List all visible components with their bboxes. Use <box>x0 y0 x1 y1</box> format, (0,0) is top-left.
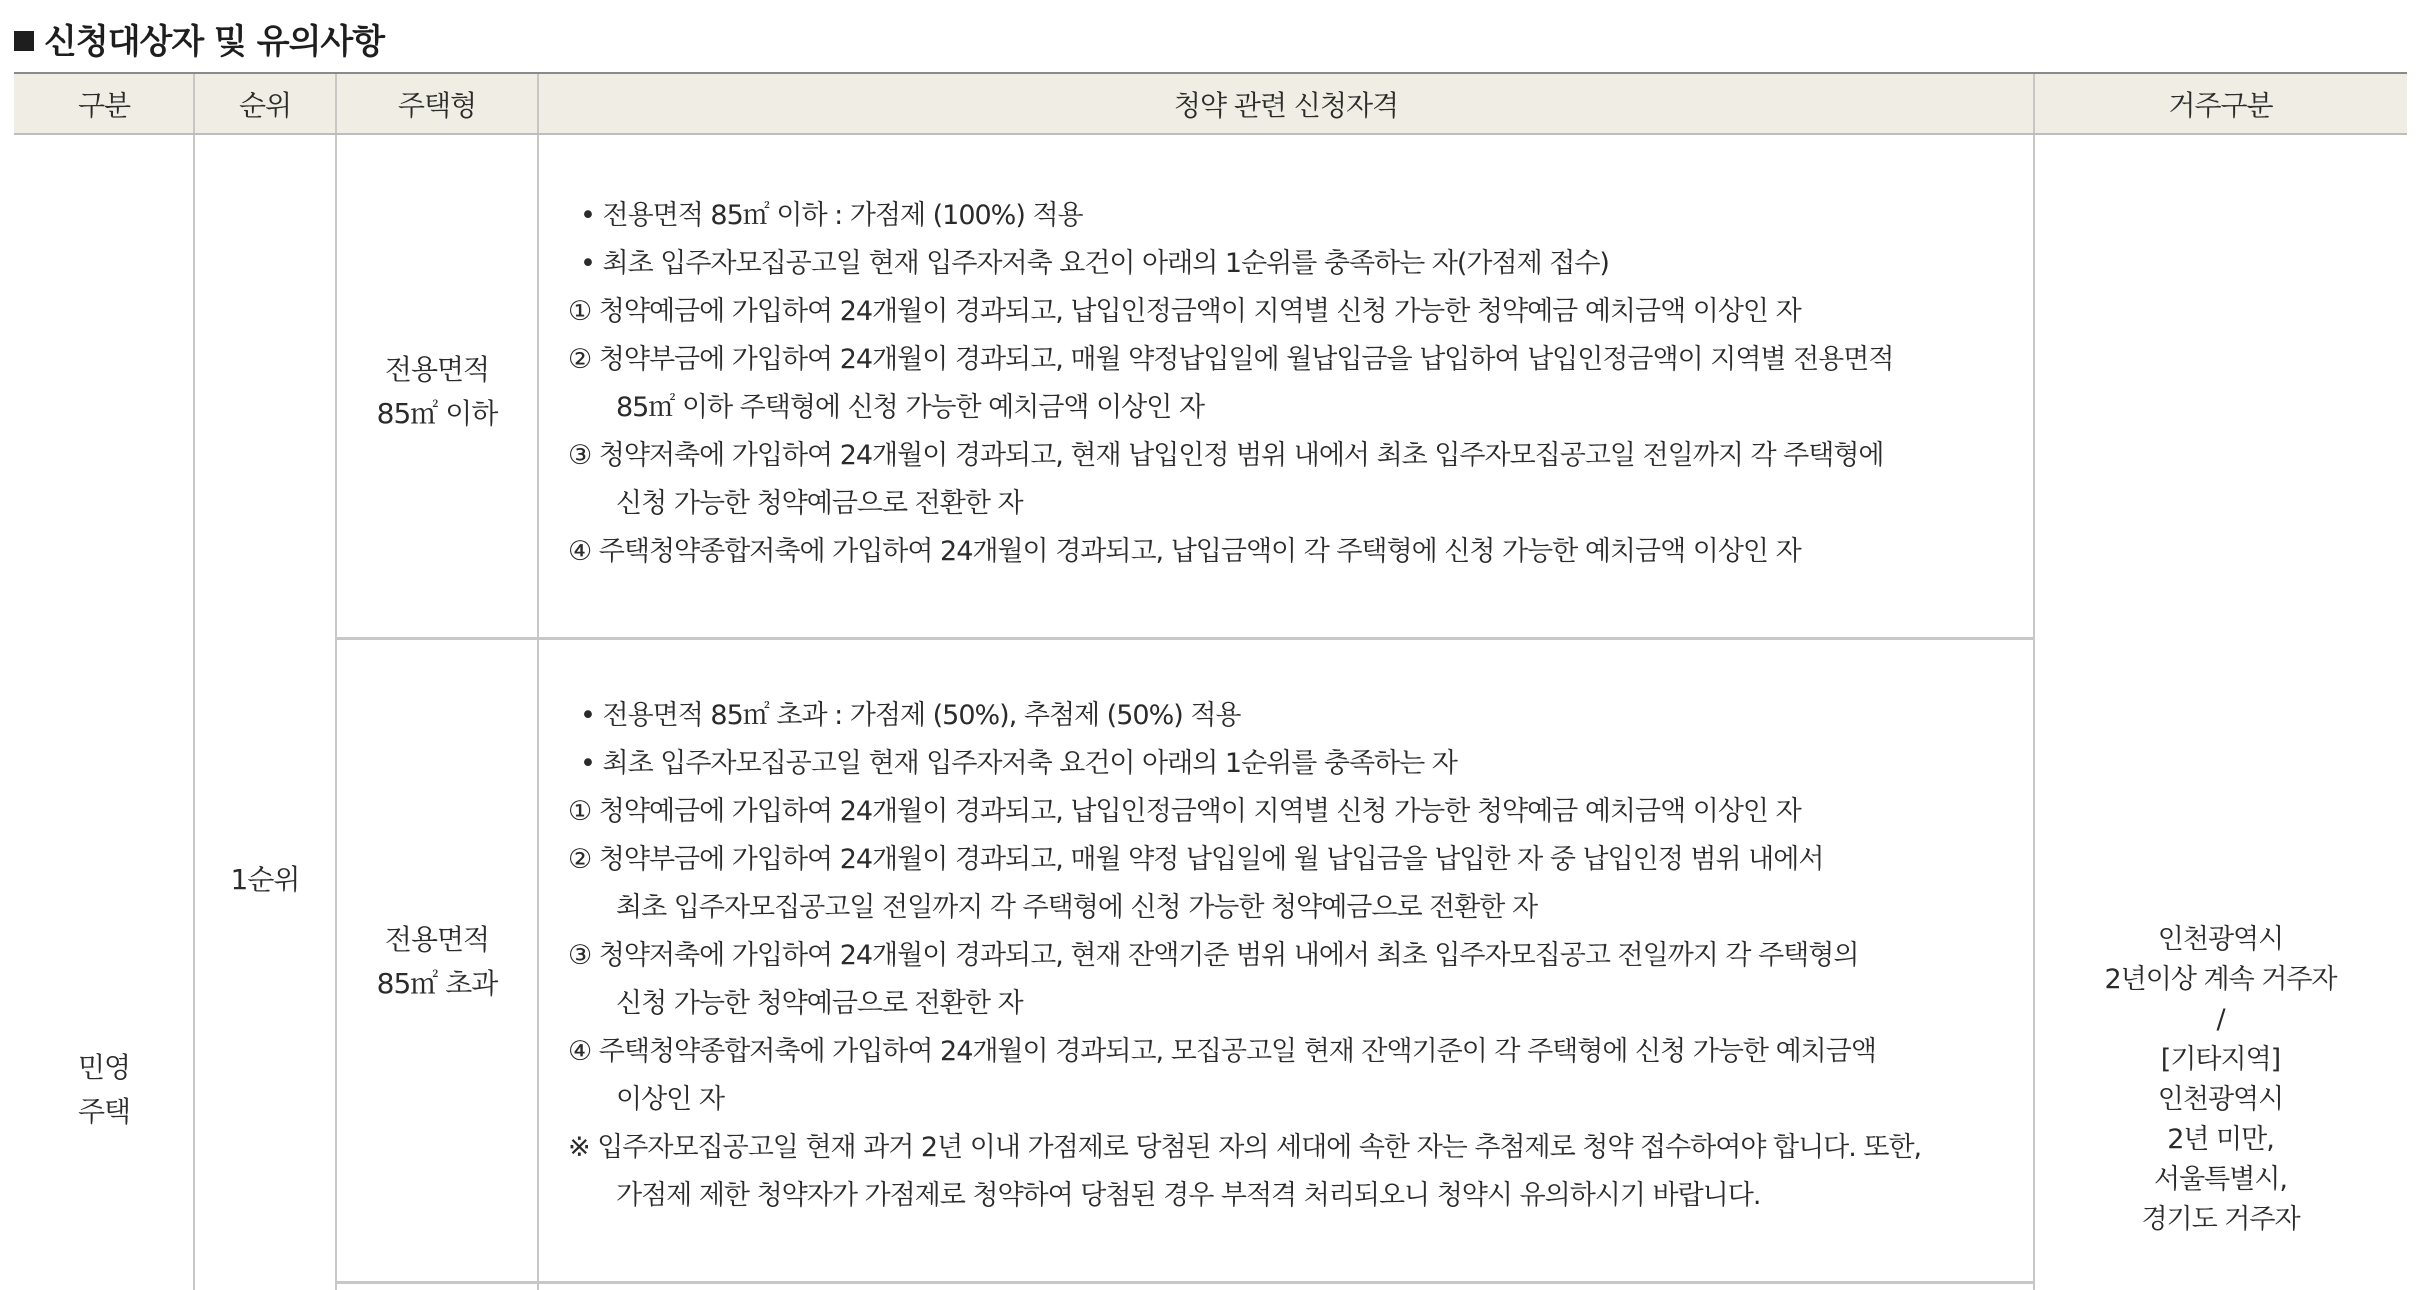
section-title-text: 신청대상자 및 유의사항 <box>44 22 385 62</box>
qualification-line: • 최초 입주자모집공고일 현재 입주자저축 요건이 아래의 1순위를 충족하는 자 <box>580 748 1457 779</box>
category-line: 민영 <box>77 1051 131 1084</box>
qualification-content <box>568 692 2018 1220</box>
housing-type-cell <box>336 342 538 442</box>
row-divider <box>336 637 2033 640</box>
qualification-line: ② 청약부금에 가입하여 24개월이 경과되고, 매월 약정납입일에 월납입금을 납입하여 납입인정금액이 지역별 전용면적 <box>568 344 1894 375</box>
housing-type-line: 85㎡ 이하 <box>376 397 498 430</box>
qualification-line: • 전용면적 85㎡ 이하 : 가점제 (100%) 적용 <box>580 200 1083 231</box>
residence-line: 2년 미만, <box>2167 1124 2274 1155</box>
header-divider <box>2033 74 2035 133</box>
qualification-line: 신청 가능한 청약예금으로 전환한 자 <box>616 988 1023 1019</box>
residence-line: / <box>2216 1004 2225 1035</box>
section-title <box>14 14 384 63</box>
qualification-line: ② 청약부금에 가입하여 24개월이 경과되고, 매월 약정 납입일에 월 납입금을 납입한 자 중 납입인정 범위 내에서 <box>568 844 1824 875</box>
housing-type-line: 전용면적 <box>384 353 490 386</box>
qualification-line: ③ 청약저축에 가입하여 24개월이 경과되고, 현재 잔액기준 범위 내에서 최초 입주자모집공고 전일까지 각 주택형의 <box>568 940 1859 971</box>
column-divider <box>537 135 539 1290</box>
qualification-line: ④ 주택청약종합저축에 가입하여 24개월이 경과되고, 모집공고일 현재 잔액기준이 각 주택형에 신청 가능한 예치금액 <box>568 1036 1876 1067</box>
header-residence: 거주구분 <box>2034 72 2407 135</box>
qualification-line: ① 청약예금에 가입하여 24개월이 경과되고, 납입인정금액이 지역별 신청 가능한 청약예금 예치금액 이상인 자 <box>568 296 1801 327</box>
header-divider <box>335 74 337 133</box>
residence-cell <box>2034 920 2407 1240</box>
qualification-note: 가점제 제한 청약자가 가점제로 청약하여 당첨된 경우 부적격 처리되오니 청약시 유의하시기 바랍니다. <box>616 1180 1761 1211</box>
housing-type-line: 85㎡ 초과 <box>376 967 498 1000</box>
residence-line: 인천광역시 <box>2157 924 2284 955</box>
qualification-line: • 전용면적 85㎡ 초과 : 가점제 (50%), 추첨제 (50%) 적용 <box>580 700 1241 731</box>
column-divider <box>335 135 337 1290</box>
header-divider <box>537 74 539 133</box>
residence-line: 2년이상 계속 거주자 <box>2104 964 2337 995</box>
header-qualification: 청약 관련 신청자격 <box>538 72 2034 135</box>
header-category: 구분 <box>14 72 194 135</box>
residence-line: [기타지역] <box>2160 1044 2281 1075</box>
header-rank: 순위 <box>194 72 336 135</box>
row-divider <box>336 1281 2033 1284</box>
residence-line: 서울특별시, <box>2154 1164 2287 1195</box>
qualification-line: 이상인 자 <box>616 1084 724 1115</box>
qualification-content <box>568 192 2018 576</box>
rank-cell: 1순위 <box>230 863 300 896</box>
residence-line: 경기도 거주자 <box>2141 1204 2300 1235</box>
header-housing-type: 주택형 <box>336 72 538 135</box>
qualification-note: ※ 입주자모집공고일 현재 과거 2년 이내 가점제로 당첨된 자의 세대에 속한 자는 추첨제로 청약 접수하여야 합니다. 또한, <box>568 1132 1922 1163</box>
residence-line: 인천광역시 <box>2157 1084 2284 1115</box>
qualification-line: ① 청약예금에 가입하여 24개월이 경과되고, 납입인정금액이 지역별 신청 가능한 청약예금 예치금액 이상인 자 <box>568 796 1801 827</box>
qualification-line: 85㎡ 이하 주택형에 신청 가능한 예치금액 이상인 자 <box>616 392 1204 423</box>
qualification-line: • 최초 입주자모집공고일 현재 입주자저축 요건이 아래의 1순위를 충족하는 자(가점제 접수) <box>580 248 1609 279</box>
category-cell <box>14 1030 194 1150</box>
qualification-line: 신청 가능한 청약예금으로 전환한 자 <box>616 488 1023 519</box>
qualification-line: ③ 청약저축에 가입하여 24개월이 경과되고, 현재 납입인정 범위 내에서 최초 입주자모집공고일 전일까지 각 주택형에 <box>568 440 1884 471</box>
qualification-line: ④ 주택청약종합저축에 가입하여 24개월이 경과되고, 납입금액이 각 주택형에 신청 가능한 예치금액 이상인 자 <box>568 536 1801 567</box>
housing-type-cell <box>336 912 538 1012</box>
housing-type-line: 전용면적 <box>384 923 490 956</box>
header-divider <box>193 74 195 133</box>
square-bullet-icon <box>14 31 34 51</box>
category-line: 주택 <box>77 1095 131 1128</box>
qualification-line: 최초 입주자모집공고일 전일까지 각 주택형에 신청 가능한 청약예금으로 전환한 자 <box>616 892 1538 923</box>
